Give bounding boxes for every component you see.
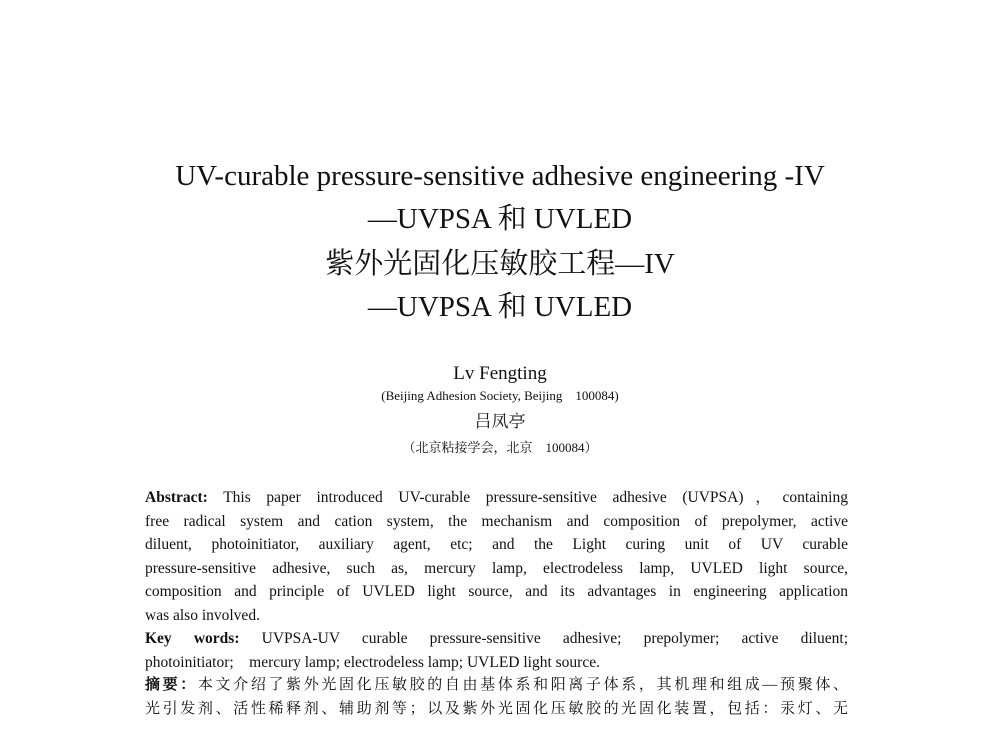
title-english-subtitle: —UVPSA 和 UVLED: [367, 203, 633, 235]
title-chinese-subtitle: —UVPSA 和 UVLED: [367, 291, 633, 323]
abstract-cn-line: 摘要：本文介绍了紫外光固化压敏胶的自由基体系和阳离子体系，其机理和组成—预聚体、: [145, 677, 848, 693]
abstract-line: was also involved.: [145, 606, 260, 624]
title-english: UV-curable pressure-sensitive adhesive engineering -IV: [175, 160, 825, 192]
author-affiliation: (Beijing Adhesion Society, Beijing 100084): [381, 388, 619, 403]
abstract-line: composition and principle of UVLED light source, and its advantages in engineering application: [145, 583, 848, 600]
abstract-cn-line: 光引发剂、活性稀释剂、辅助剂等；以及紫外光固化压敏胶的光固化装置，包括：汞灯、无: [145, 700, 848, 717]
abstract-line: Abstract: This paper introduced UV-curable pressure-sensitive adhesive (UVPSA)，containing: [145, 489, 848, 506]
abstract-cn-label: 摘要：: [145, 677, 198, 693]
author-affiliation-chinese: （北京粘接学会，北京 100084）: [402, 440, 598, 455]
abstract-line: diluent, photoinitiator, auxiliary agent, etc; and the Light curing unit of UV curable: [145, 536, 848, 553]
author-name-chinese: 吕凤亭: [474, 412, 526, 431]
keywords-line: photoinitiator; mercury lamp; electrodeless lamp; UVLED light source.: [145, 653, 600, 671]
abstract-section: [145, 486, 848, 721]
abstract-line: free radical system and cation system, the mechanism and composition of prepolymer, active: [145, 512, 848, 530]
title-chinese: 紫外光固化压敏胶工程—IV: [325, 248, 675, 280]
author-name: Lv Fengting: [453, 363, 547, 384]
keywords-line: Key words: UVPSA-UV curable pressure-sensitive adhesive; prepolymer; active diluent;: [145, 630, 849, 647]
keywords-label: Key words:: [145, 630, 240, 647]
abstract-line: pressure-sensitive adhesive, such as, mercury lamp, electrodeless lamp, UVLED light source,: [145, 559, 848, 577]
abstract-label: Abstract:: [145, 489, 208, 506]
